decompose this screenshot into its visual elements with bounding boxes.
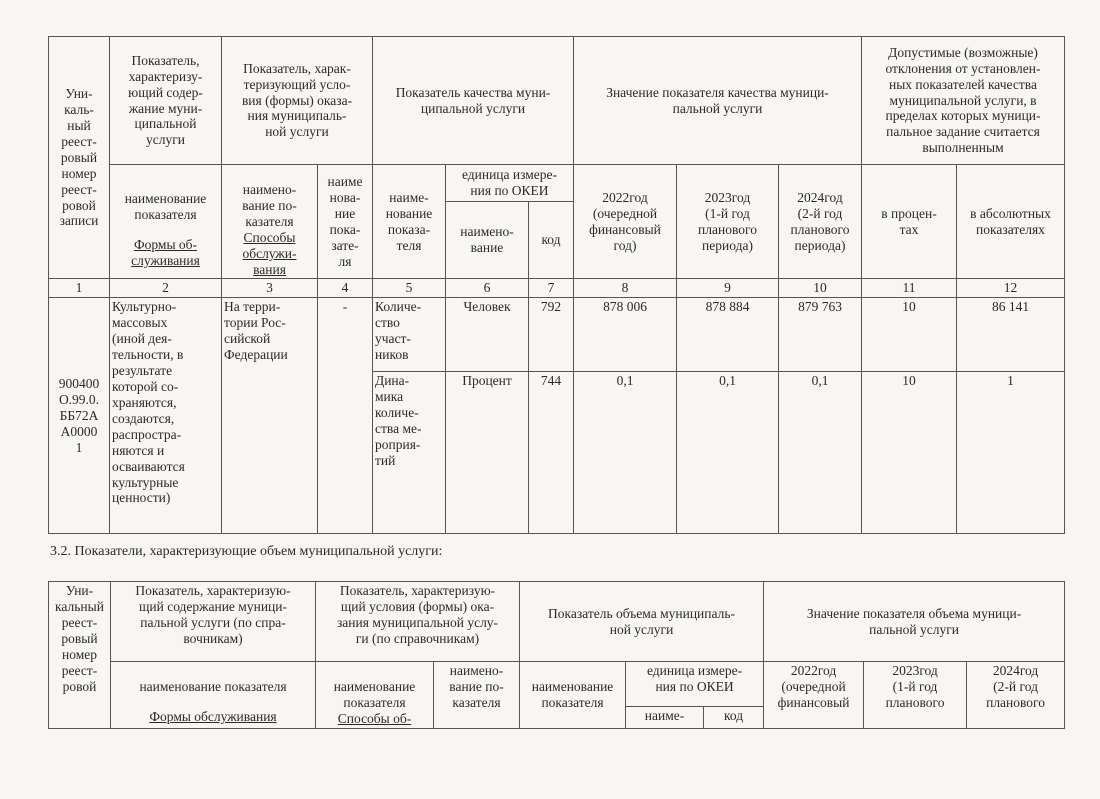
col-number: 5 <box>373 279 446 298</box>
subheader-indicator-name: наименование показателя Формы обслуживания <box>111 662 316 729</box>
value-2024: 879 763 <box>779 298 862 372</box>
subheader-condition-name: наимено- вание по- казателя Способы обслужи- вания <box>222 165 318 279</box>
subheader-year-2024: 2024год (2-й год планового периода) <box>779 165 862 279</box>
value-2022: 878 006 <box>574 298 677 372</box>
value-2023: 0,1 <box>677 372 779 534</box>
subheader-volume-name: наименование показателя <box>520 662 626 729</box>
deviation-percent: 10 <box>862 298 957 372</box>
unit-code: 744 <box>529 372 574 534</box>
subheader-condition-name-2: наиме нова- ние пока- зате- ля <box>318 165 373 279</box>
subheader-quality-name: наиме- нование показа- теля <box>373 165 446 279</box>
col-number: 4 <box>318 279 373 298</box>
service-methods: Способы об- <box>337 710 412 726</box>
header-content-indicator: Показатель, характеризу- ющий содер- жание муни- ципальной услуги <box>110 37 222 165</box>
col-number: 6 <box>446 279 529 298</box>
header-unique-number: Уни- кальный реест- ровый номер реест- ровой <box>49 582 111 729</box>
col-number: 11 <box>862 279 957 298</box>
territory-value: На терри- тории Рос- сийской Федерации <box>222 298 318 534</box>
col-number: 7 <box>529 279 574 298</box>
header-unique-number: Уни- каль- ный реест- ровый номер реест- ровой записи <box>49 37 110 279</box>
value-2022: 0,1 <box>574 372 677 534</box>
subheader-year-2024: 2024год (2-й год планового <box>967 662 1065 729</box>
header-conditions-indicator: Показатель, харак- теризующий усло- вия (формы) оказа- ния муниципаль- ной услуги <box>222 37 373 165</box>
section-title: 3.2. Показатели, характеризующие объем муниципальной услуги: <box>50 544 443 559</box>
header-conditions-indicator: Показатель, характеризую- щий условия (формы) ока- зания муниципальной услу- ги (по справочникам) <box>316 582 520 662</box>
subheader-indicator-name: наименование показателя Формы об- служивания <box>110 165 222 279</box>
subheader-unit-name: наиме- <box>626 706 704 728</box>
service-methods: Способы обслужи- вания <box>242 229 297 277</box>
col-number: 9 <box>677 279 779 298</box>
condition-value-2: - <box>318 298 373 534</box>
subheader-unit-okei: единица измере- ния по ОКЕИ <box>446 165 574 202</box>
col-number: 2 <box>110 279 222 298</box>
header-content-indicator: Показатель, характеризую- щий содержание муници- пальной услуги (по спра- вочникам) <box>111 582 316 662</box>
subheader-unit-okei: единица измере- ния по ОКЕИ <box>626 662 764 707</box>
deviation-percent: 10 <box>862 372 957 534</box>
table-row <box>49 298 1065 372</box>
volume-indicators-table <box>48 581 1065 729</box>
subheader-unit-code: код <box>704 706 764 728</box>
header-quality-indicator: Показатель качества муни- ципальной услуги <box>373 37 574 165</box>
col-number: 3 <box>222 279 318 298</box>
subheader-year-2022: 2022год (очередной финансовый год) <box>574 165 677 279</box>
subheader-condition-name-2: наимено- вание по- казателя <box>434 662 520 729</box>
subheader-unit-name: наимено- вание <box>446 201 529 278</box>
registry-number: 900400 О.99.0. ББ72А А0000 1 <box>49 298 110 534</box>
column-numbers-row <box>49 279 1065 298</box>
forms-of-service: Формы об- служивания <box>131 236 200 268</box>
header-volume-indicator: Показатель объема муниципаль- ной услуги <box>520 582 764 662</box>
subheader-year-2023: 2023год (1-й год планового <box>864 662 967 729</box>
value-2024: 0,1 <box>779 372 862 534</box>
header-allowed-deviation: Допустимые (возможные) отклонения от установлен- ных показателей качества муниципальной услуги, в пределах которых муници- пальное задание считается выполненным <box>862 37 1065 165</box>
quality-indicators-table <box>48 36 1065 534</box>
unit-code: 792 <box>529 298 574 372</box>
unit-name: Человек <box>446 298 529 372</box>
value-2023: 878 884 <box>677 298 779 372</box>
content-value: Культурно- массовых (иной дея- тельности, в результате которой со- храняются, создаются, распростра- няются и осваиваются культурные ценности) <box>110 298 222 534</box>
quality-name: Количе- ство участ- ников <box>373 298 446 372</box>
subheader-absolute: в абсолютных показателях <box>957 165 1065 279</box>
col-number: 8 <box>574 279 677 298</box>
col-number: 1 <box>49 279 110 298</box>
header-quality-value: Значение показателя качества муници- пальной услуги <box>574 37 862 165</box>
col-number: 12 <box>957 279 1065 298</box>
subheader-unit-code: код <box>529 201 574 278</box>
subheader-year-2022: 2022год (очередной финансовый <box>764 662 864 729</box>
subheader-year-2023: 2023год (1-й год планового периода) <box>677 165 779 279</box>
deviation-absolute: 86 141 <box>957 298 1065 372</box>
subheader-percent: в процен- тах <box>862 165 957 279</box>
subheader-condition-name: наименование показателя Способы об- <box>316 662 434 729</box>
quality-name: Дина- мика количе- ства ме- роприя- тий <box>373 372 446 534</box>
deviation-absolute: 1 <box>957 372 1065 534</box>
col-number: 10 <box>779 279 862 298</box>
header-volume-value: Значение показателя объема муници- пальной услуги <box>764 582 1065 662</box>
unit-name: Процент <box>446 372 529 534</box>
forms-of-service: Формы обслуживания <box>149 708 277 724</box>
